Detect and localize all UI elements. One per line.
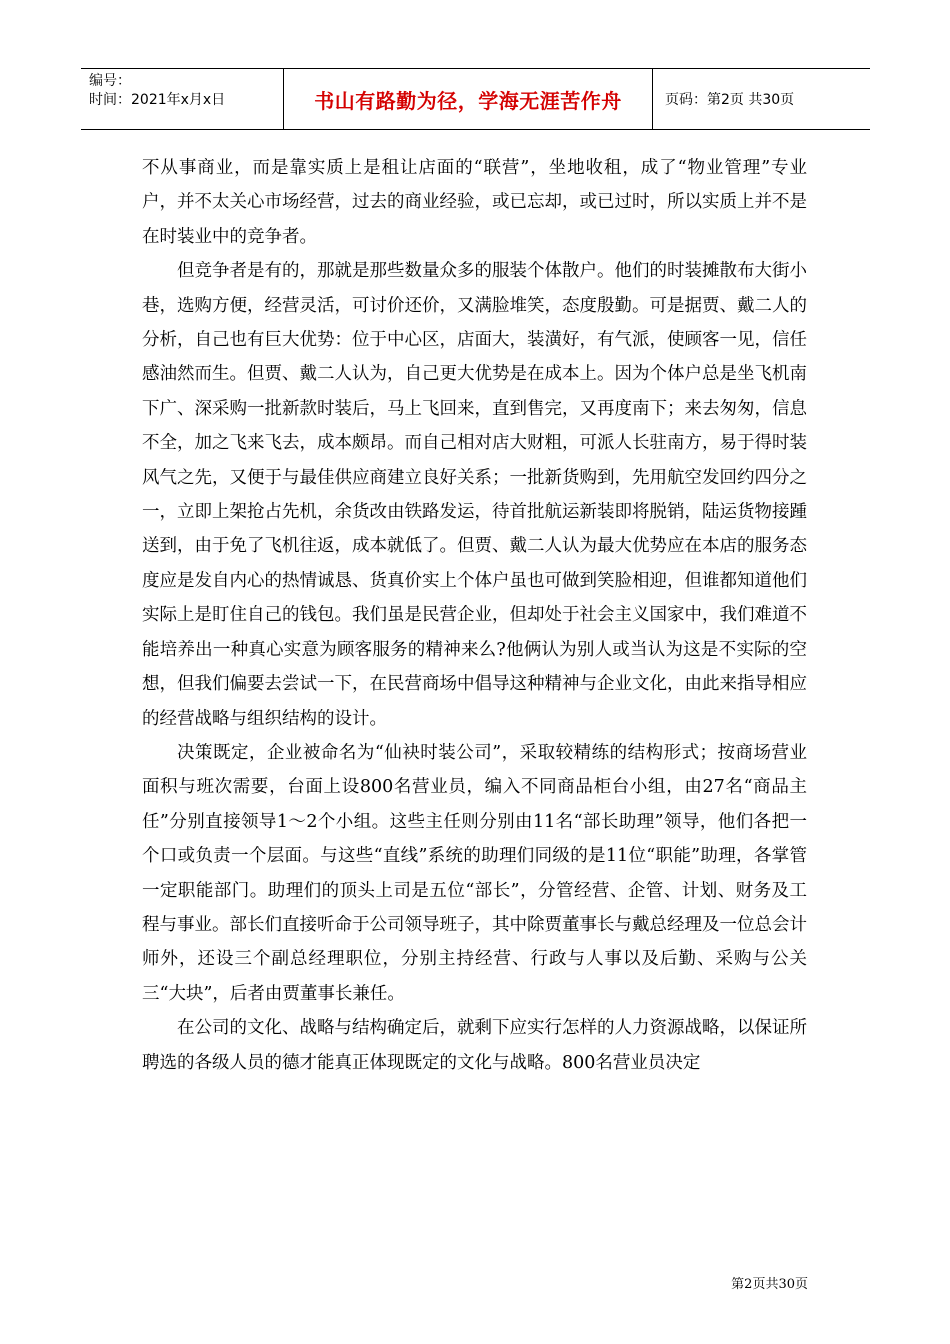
page-header (81, 68, 870, 130)
paragraph-2: 但竞争者是有的，那就是那些数量众多的服装个体散户。他们的时装摊散布大街小巷，选购方便，经营灵活，可讨价还价，又满脸堆笑，态度殷勤。可是据贾、戴二人的分析，自己也有巨大优势：位于中心区，店面大，装潢好，有气派，使顾客一见，信任感油然而生。但贾、戴二人认为，自己更大优势是在成本上。因为个体户总是坐飞机南下广、深采购一批新款时装后，马上飞回来，直到售完，又再度南下；来去匆匆，信息不全，加之飞来飞去，成本颇昂。而自己相对店大财粗，可派人长驻南方，易于得时装风气之先，又便于与最佳供应商建立良好关系；一批新货购到，先用航空发回约四分之一，立即上架抢占先机，余货改由铁路发运，待首批航运新装即将脱销，陆运货物接踵送到，由于免了飞机往返，成本就低了。但贾、戴二人认为最大优势应在本店的服务态度应是发自内心的热情诚恳、货真价实上个体户虽也可做到笑脸相迎，但谁都知道他们实际上是盯住自己的钱包。我们虽是民营企业，但却处于社会主义国家中，我们难道不能培养出一种真心实意为顾客服务的精神来么?他俩认为别人或当认为这是不实际的空想，但我们偏要去尝试一下，在民营商场中倡导这种精神与企业文化，由此来指导相应的经营战略与组织结构的设计。 (142, 261, 807, 729)
paragraph-3: 决策既定，企业被命名为“仙袂时装公司”，采取较精练的结构形式；按商场营业面积与班次需要，台面上设800名营业员，编入不同商品柜台小组，由27名“商品主任”分别直接领导1～2个小组。这些主任则分别由11名“部长助理”领导，他们各把一个口或负责一个层面。与这些“直线”系统的助理们同级的是11位“职能”助理，各掌管一定职能部门。助理们的顶头上司是五位“部长”，分管经营、企管、计划、财务及工程与事业。部长们直接听命于公司领导班子，其中除贾董事长与戴总经理及一位总会计师外，还设三个副总经理职位，分别主持经营、行政与人事以及后勤、采购与公关三“大块”，后者由贾董事长兼任。 (142, 742, 807, 1004)
paragraph-4: 在公司的文化、战略与结构确定后，就剩下应实行怎样的人力资源战略，以保证所聘选的各级人员的德才能真正体现既定的文化与战略。800名营业员决定 (142, 1018, 807, 1073)
header-meta (81, 69, 284, 129)
paragraph-1: 不从事商业，而是靠实质上是租让店面的“联营”，坐地收租，成了“物业管理”专业户，并不太关心市场经营，过去的商业经验，或已忘却，或已过时，所以实质上并不是在时装业中的竞争者。 (142, 158, 807, 247)
header-motto: 书山有路勤为径，学海无涯苦作舟 (284, 69, 653, 129)
document-body (142, 151, 807, 1080)
document-date: 时间：2021年x月x日 (89, 92, 226, 108)
document-number-label: 编号： (89, 73, 131, 89)
page-footer: 第2页共30页 (731, 1277, 808, 1292)
header-page-code: 页码：第2页 共30页 (665, 92, 795, 108)
